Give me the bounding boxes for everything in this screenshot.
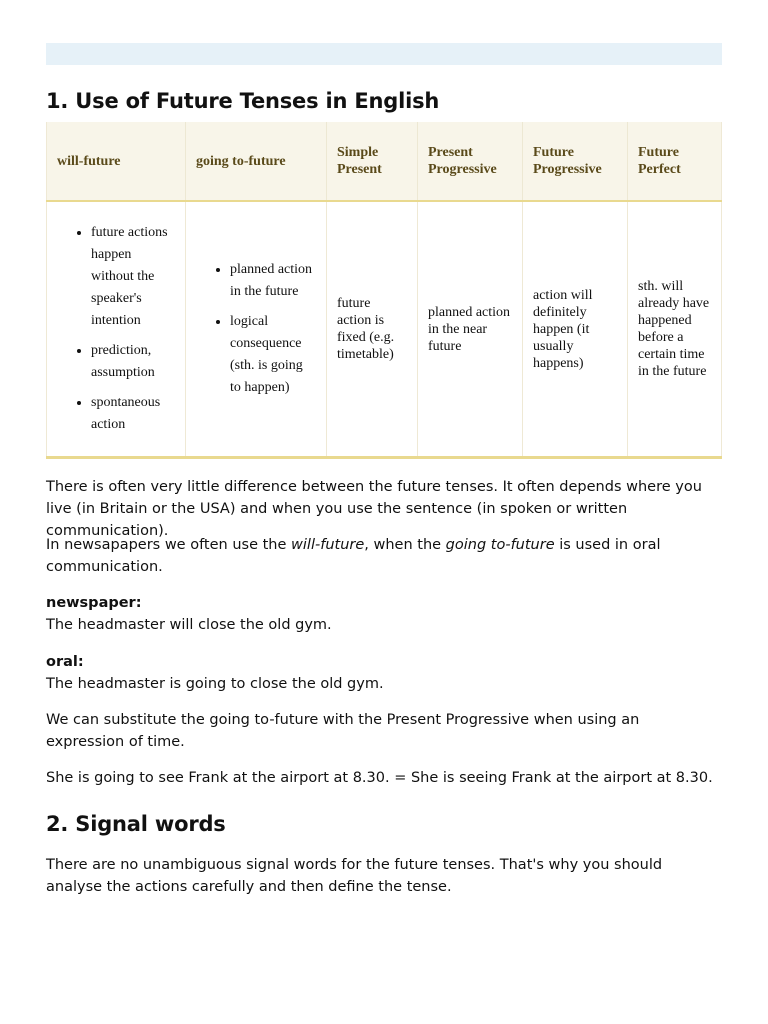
column-header-going-to-future: going to-future (186, 122, 327, 201)
list-item: • spontaneous action (91, 392, 175, 436)
column-header-future-perfect: Future Perfect (628, 122, 722, 201)
paragraph-text: , when the (364, 537, 446, 553)
going-to-future-list (196, 259, 316, 399)
table-header-row (47, 122, 722, 201)
section-heading-use-of-future-tenses: 1. Use of Future Tenses in English (46, 89, 440, 113)
paragraph-signal-words: There are no unambiguous signal words for the future tenses. That's why you should analyse the actions carefully and then define the tense. (46, 857, 663, 895)
will-future-list (57, 222, 175, 436)
cell-going-to-future (186, 201, 327, 458)
cell-future-perfect: sth. will already have happened before a certain time in the future (628, 201, 722, 458)
cell-will-future (47, 201, 186, 458)
paragraph-text: In newsapapers we often use the (46, 537, 292, 553)
column-header-will-future: will-future (47, 122, 186, 201)
list-item: • future actions happen without the speaker's intention (91, 222, 175, 332)
paragraph-substitute: We can substitute the going to-future with the Present Progressive when using an expression of time. (46, 712, 640, 750)
cell-present-progressive: planned action in the near future (418, 201, 523, 458)
future-tenses-table (46, 122, 722, 459)
paragraph-newspapers (46, 534, 722, 578)
paragraph-example-substitution: She is going to see Frank at the airport at 8.30. = She is seeing Frank at the airport at 8.30. (46, 770, 713, 786)
label-newspaper: newspaper: (46, 595, 142, 611)
column-header-present-progressive: Present Progressive (418, 122, 523, 201)
example-text: The headmaster will close the old gym. (46, 617, 332, 633)
cell-future-progressive: action will definitely happen (it usually happens) (523, 201, 628, 458)
example-text: The headmaster is going to close the old gym. (46, 676, 384, 692)
list-item: • prediction, assumption (91, 340, 175, 384)
section-heading-signal-words: 2. Signal words (46, 812, 226, 836)
list-item: • planned action in the future (230, 259, 316, 303)
example-oral (46, 651, 722, 695)
emphasis-will-future: will-future (291, 537, 365, 553)
cell-simple-present: future action is fixed (e.g. timetable) (327, 201, 418, 458)
top-banner (46, 43, 722, 65)
label-oral: oral: (46, 654, 84, 670)
paragraph-text: is used in oral communication. (46, 537, 661, 575)
example-newspaper (46, 592, 722, 636)
emphasis-going-to-future: going to-future (445, 537, 555, 553)
column-header-future-progressive: Future Progressive (523, 122, 628, 201)
list-item: • logical consequence (sth. is going to happen) (230, 311, 316, 399)
table-row (47, 201, 722, 458)
column-header-simple-present: Simple Present (327, 122, 418, 201)
paragraph-differences: There is often very little difference between the future tenses. It often depends where you live (in Britain or the USA) and when you use the sentence (in spoken or written communication). (46, 479, 702, 539)
